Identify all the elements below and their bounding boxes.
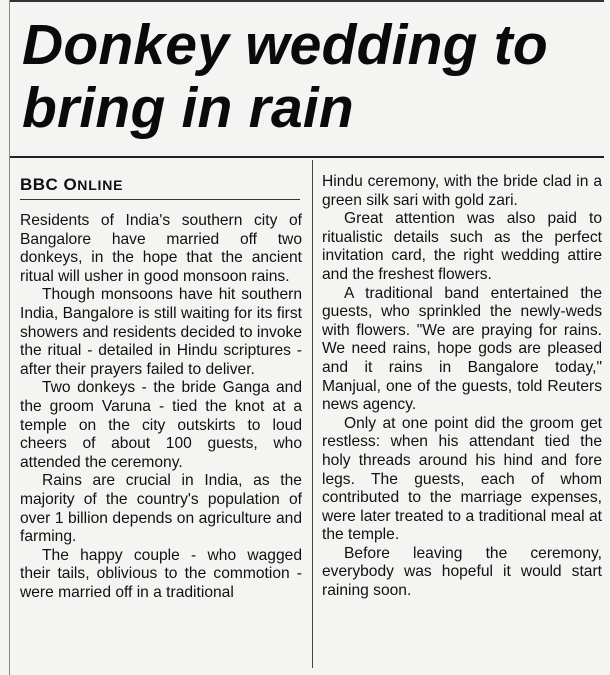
left-column xyxy=(20,212,302,602)
headline-rule xyxy=(10,156,604,158)
paragraph: The happy couple - who wagged their tails, oblivious to the commotion - were married off in a traditional xyxy=(20,546,302,601)
headline: Donkey wedding to bring in rain xyxy=(22,13,548,140)
paragraph: Hindu ceremony, with the bride clad in a green silk sari with gold zari. xyxy=(322,173,602,209)
right-column xyxy=(322,173,602,601)
paragraph: Before leaving the ceremony, everybody was hopeful it would start raining soon. xyxy=(322,544,602,600)
paragraph: Only at one point did the groom get restless: when his attendant tied the holy threads around his hind and fore legs. The guests, each of whom contributed to the marriage expenses, were later treated to a traditional meal at the temple. xyxy=(322,414,602,544)
paragraph: Though monsoons have hit southern India, Bangalore is still waiting for its first showers and residents decided to invoke the ritual - detailed in Hindu scriptures - after their prayers failed to deliver. xyxy=(20,286,302,378)
column-divider xyxy=(312,160,313,668)
paragraph: Residents of India's southern city of Bangalore have married off two donkeys, in the hope that the ancient ritual will usher in good monsoon rains. xyxy=(20,212,302,285)
byline-first: BBC O xyxy=(20,175,78,194)
paragraph: A traditional band entertained the guests, who sprinkled the newly-weds with flowers. "We are praying for rains. We need rains, hope gods are pleased and it rains in Bangalore today," Manjual, one of the guests, told Reuters news agency. xyxy=(322,284,602,414)
byline xyxy=(20,175,123,195)
paragraph: Rains are crucial in India, as the majority of the country's population of over 1 billion depends on agriculture and farming. xyxy=(20,472,302,546)
paragraph: Great attention was also paid to ritualistic details such as the perfect invitation card, the right wedding attire and the freshest flowers. xyxy=(322,210,602,283)
paragraph: Two donkeys - the bride Ganga and the groom Varuna - tied the knot at a temple on the city outskirts to loud cheers of about 100 guests, who attended the ceremony. xyxy=(20,379,302,471)
top-rule xyxy=(10,0,604,2)
byline-rule xyxy=(20,199,300,200)
left-border xyxy=(9,0,10,675)
byline-rest: NLINE xyxy=(77,177,124,193)
